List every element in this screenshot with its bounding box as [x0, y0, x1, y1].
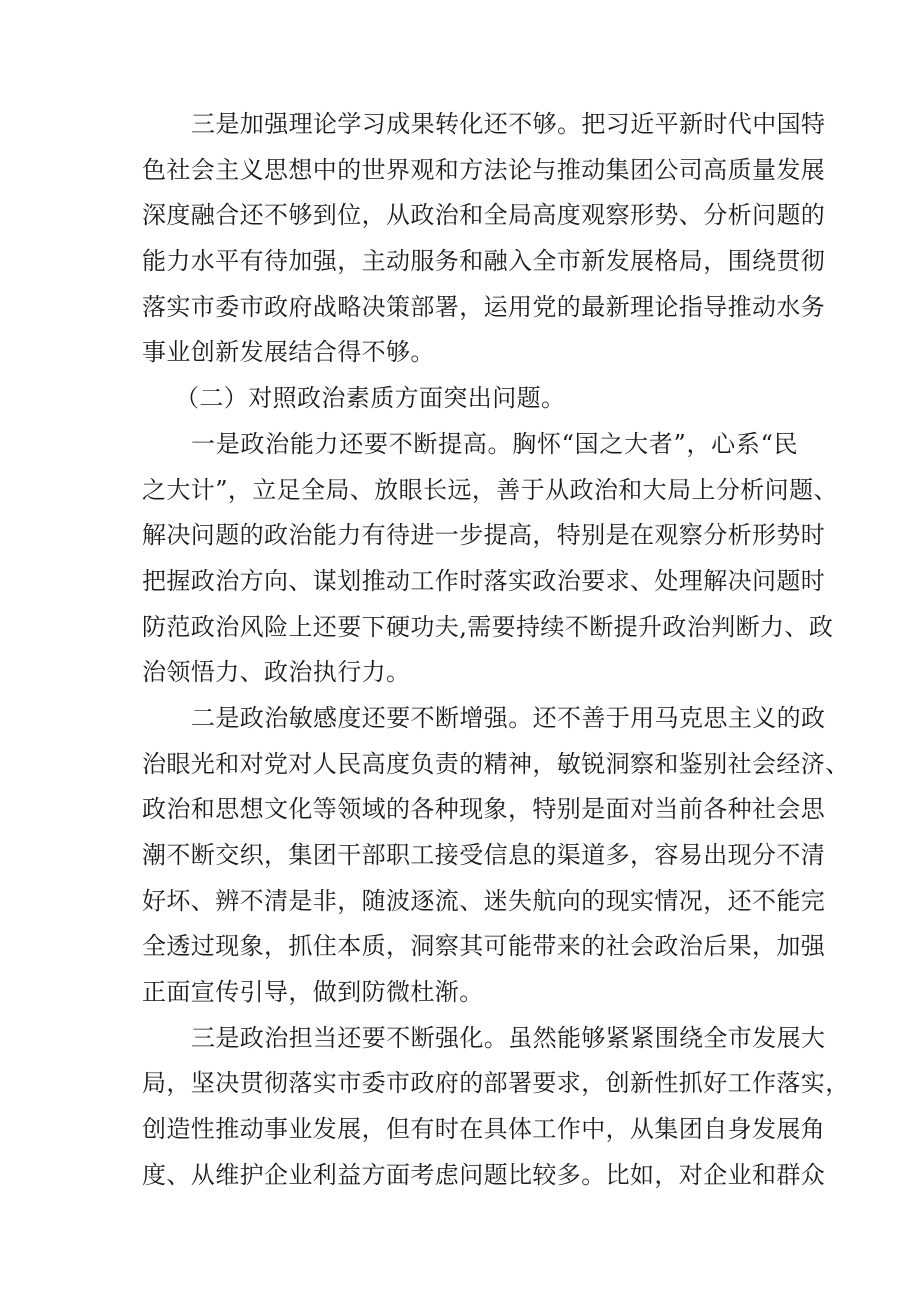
paragraph-line: 防范政治风险上还要下硬功夫,需要持续不断提升政治判断力、政: [142, 612, 834, 641]
paragraph-political-ability: [142, 422, 838, 696]
paragraph-line: 度、从维护企业利益方面考虑问题比较多。比如，对企业和群众: [142, 1160, 826, 1189]
paragraph-line: 把握政治方向、谋划推动工作时落实政治要求、处理解决问题时: [142, 566, 826, 595]
paragraph-line: 二是政治敏感度还要不断增强。还不善于用马克思主义的政: [191, 703, 826, 732]
paragraph-line: 三是政治担当还要不断强化。虽然能够紧紧围绕全市发展大: [191, 1023, 826, 1052]
paragraph-line: 政治和思想文化等领域的各种现象，特别是面对当前各种社会思: [142, 795, 826, 824]
section-heading: （二）对照政治素质方面突出问题。: [175, 384, 566, 413]
paragraph-line: 能力水平有待加强，主动服务和融入全市新发展格局，围绕贯彻: [142, 247, 826, 276]
paragraph-political-responsibility: [142, 1016, 850, 1199]
paragraph-line: 治眼光和对党对人民高度负责的精神，敏锐洞察和鉴别社会经济、: [142, 749, 850, 778]
paragraph-line: 好坏、辨不清是非，随波逐流、迷失航向的现实情况，还不能完: [142, 886, 826, 915]
paragraph-line: 一是政治能力还要不断提高。胸怀“国之大者”，心系“民: [191, 429, 798, 458]
paragraph-political-sensitivity: [142, 696, 850, 1016]
paragraph-line: 落实市委市政府战略决策部署，运用党的最新理论指导推动水务: [142, 292, 826, 321]
paragraph-line: 潮不断交织，集团干部职工接受信息的渠道多，容易出现分不清: [142, 841, 826, 869]
paragraph-line: 之大计”，立足全局、放眼长远，善于从政治和大局上分析问题、: [142, 475, 838, 504]
paragraph-line: 三是加强理论学习成果转化还不够。把习近平新时代中国特: [191, 110, 826, 138]
paragraph-line: 正面宣传引导，做到防微杜渐。: [142, 978, 484, 1007]
paragraph-line: 治领悟力、政治执行力。: [142, 658, 411, 687]
paragraph-line: 局，坚决贯彻落实市委市政府的部署要求，创新性抓好工作落实，: [142, 1069, 850, 1098]
section-heading-political-quality: [142, 376, 798, 422]
document-body: [142, 102, 850, 1199]
paragraph-theory-transformation: [142, 102, 826, 376]
paragraph-line: 事业创新发展结合得不够。: [142, 338, 435, 367]
paragraph-line: 全透过现象，抓住本质，洞察其可能带来的社会政治后果，加强: [142, 932, 826, 961]
paragraph-line: 创造性推动事业发展，但有时在具体工作中，从集团自身发展角: [142, 1115, 826, 1144]
paragraph-line: 深度融合还不够到位，从政治和全局高度观察形势、分析问题的: [142, 201, 826, 230]
paragraph-line: 解决问题的政治能力有待进一步提高，特别是在观察分析形势时: [142, 521, 826, 550]
paragraph-line: 色社会主义思想中的世界观和方法论与推动集团公司高质量发展: [142, 155, 826, 184]
